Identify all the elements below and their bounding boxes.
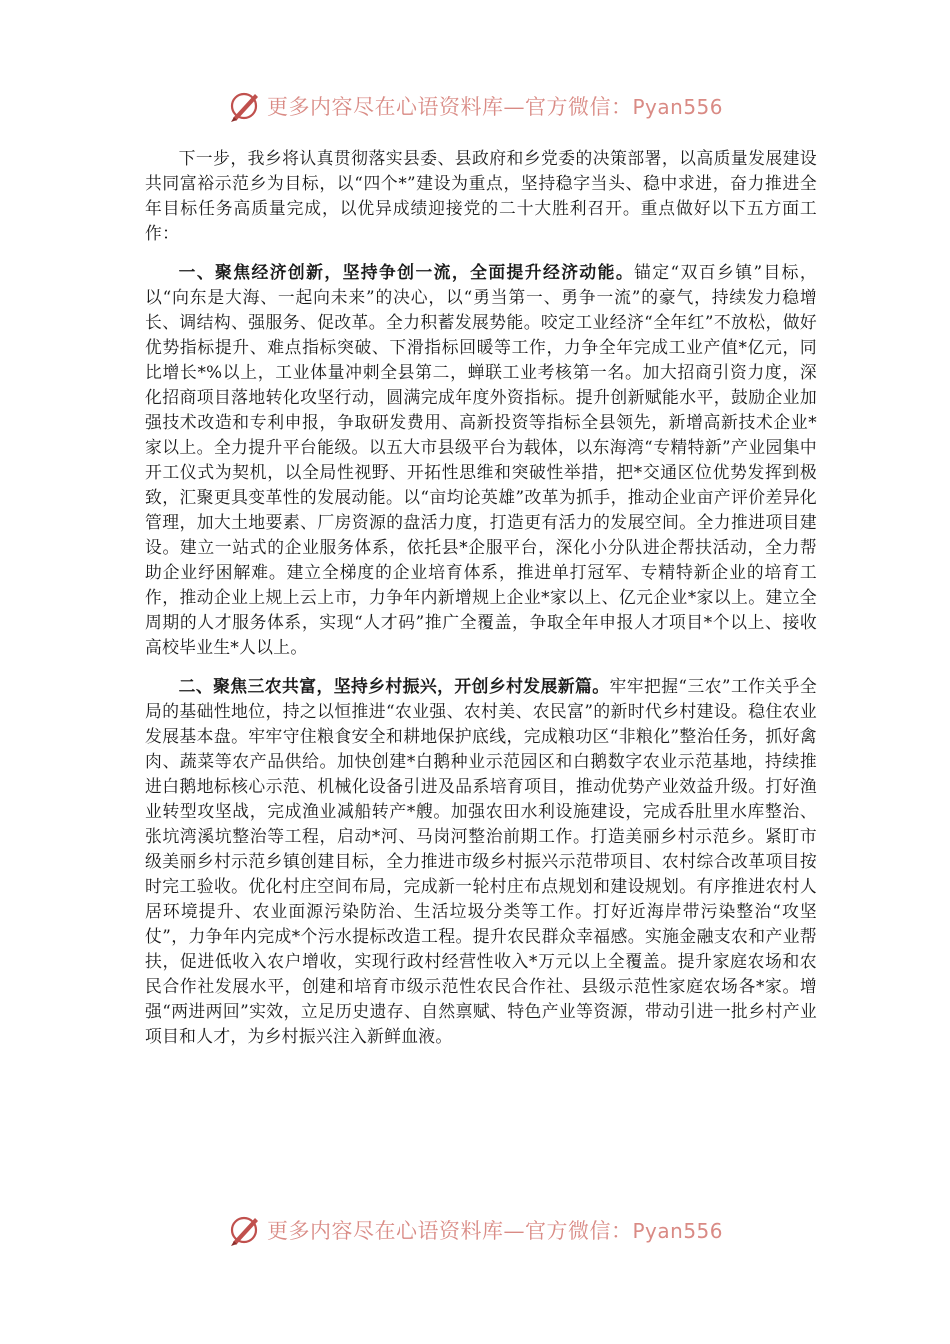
pen-logo-icon bbox=[227, 1212, 263, 1248]
paragraph-agriculture bbox=[145, 674, 817, 1049]
paragraph-intro-text: 下一步，我乡将认真贯彻落实县委、县政府和乡党委的决策部署，以高质量发展建设共同富裕示范乡为目标，以“四个*”建设为重点，坚持稳字当头、稳中求进，奋力推进全年目标任务高质量完成，以优异成绩迎接党的二十大胜利召开。重点做好以下五方面工作： bbox=[145, 148, 817, 243]
footer-banner-text: 更多内容尽在心语资料库—官方微信：Pyan556 bbox=[266, 1219, 723, 1243]
paragraph-economy-text: 锚定“双百乡镇”目标，以“向东是大海、一起向未来”的决心，以“勇当第一、勇争一流”的豪气，持续发力稳增长、调结构、强服务、促改革。全力积蓄发展势能。咬定工业经济“全年红”不放松，做好优势指标提升、难点指标突破、下滑指标回暖等工作，力争全年完成工业产值*亿元，同比增长*%以上，工业体量冲刺全县第二，蝉联工业考核第一名。加大招商引资力度，深化招商项目落地转化攻坚行动，圆满完成年度外资指标。提升创新赋能水平，鼓励企业加强技术改造和专利申报，争取研发费用、高新投资等指标全县领先，新增高新技术企业*家以上。全力提升平台能级。以五大市县级平台为载体，以东海湾“专精特新”产业园集中开工仪式为契机，以全局性视野、开拓性思维和突破性举措，把*交通区位优势发挥到极致，汇聚更具变革性的发展动能。以“亩均论英雄”改革为抓手，推动企业亩产评价差异化管理，加大土地要素、厂房资源的盘活力度，打造更有活力的发展空间。全力推进项目建设。建立一站式的企业服务体系，依托县*企服平台，深化小分队进企帮扶活动，全力帮助企业纾困解难。建立全梯度的企业培育体系，推进单打冠军、专精特新企业的培育工作，推动企业上规上云上市，力争年内新增规上企业*家以上、亿元企业*家以上。建立全周期的人才服务体系，实现“人才码”推广全覆盖，争取全年申报人才项目*个以上、接收高校毕业生*人以上。 bbox=[145, 262, 817, 657]
header-banner bbox=[0, 86, 950, 126]
pen-logo-icon bbox=[227, 88, 263, 124]
paragraph-agriculture-heading: 二、聚焦三农共富，坚持乡村振兴，开创乡村发展新篇。 bbox=[178, 676, 610, 696]
paragraph-economy bbox=[145, 260, 817, 660]
footer-wechat-id: Pyan556 bbox=[632, 1219, 723, 1243]
paragraph-agriculture-text: 牢牢把握“三农”工作关乎全局的基础性地位，持之以恒推进“农业强、农村美、农民富”的新时代乡村建设。稳住农业发展基本盘。牢牢守住粮食安全和耕地保护底线，完成粮功区“非粮化”整治任务，抓好禽肉、蔬菜等农产品供给。加快创建*白鹅种业示范园区和白鹅数字农业示范基地，持续推进白鹅地标核心示范、机械化设备引进及品系培育项目，推动优势产业效益升级。打好渔业转型攻坚战，完成渔业减船转产*艘。加强农田水利设施建设，完成呑肚里水库整治、张坑湾溪坑整治等工程，启动*河、马岗河整治前期工作。打造美丽乡村示范乡。紧盯市级美丽乡村示范乡镇创建目标，全力推进市级乡村振兴示范带项目、农村综合改革项目按时完工验收。优化村庄空间布局，完成新一轮村庄布点规划和建设规划。有序推进农村人居环境提升、农业面源污染防治、生活垃圾分类等工作。打好近海岸带污染整治“攻坚仗”，力争年内完成*个污水提标改造工程。提升农民群众幸福感。实施金融支农和产业帮扶，促进低收入农户增收，实现行政村经营性收入*万元以上全覆盖。提升家庭农场和农民合作社发展水平，创建和培育市级示范性农民合作社、县级示范性家庭农场各*家。增强“两进两回”实效，立足历史遗存、自然禀赋、特色产业等资源，带动引进一批乡村产业项目和人才，为乡村振兴注入新鲜血液。 bbox=[145, 676, 817, 1046]
document-body bbox=[145, 146, 817, 1063]
footer-banner bbox=[0, 1210, 950, 1250]
paragraph-intro bbox=[145, 146, 817, 246]
header-wechat-id: Pyan556 bbox=[632, 95, 723, 119]
paragraph-economy-heading: 一、聚焦经济创新，坚持争创一流，全面提升经济动能。 bbox=[178, 262, 635, 282]
header-banner-text: 更多内容尽在心语资料库—官方微信：Pyan556 bbox=[266, 95, 723, 119]
